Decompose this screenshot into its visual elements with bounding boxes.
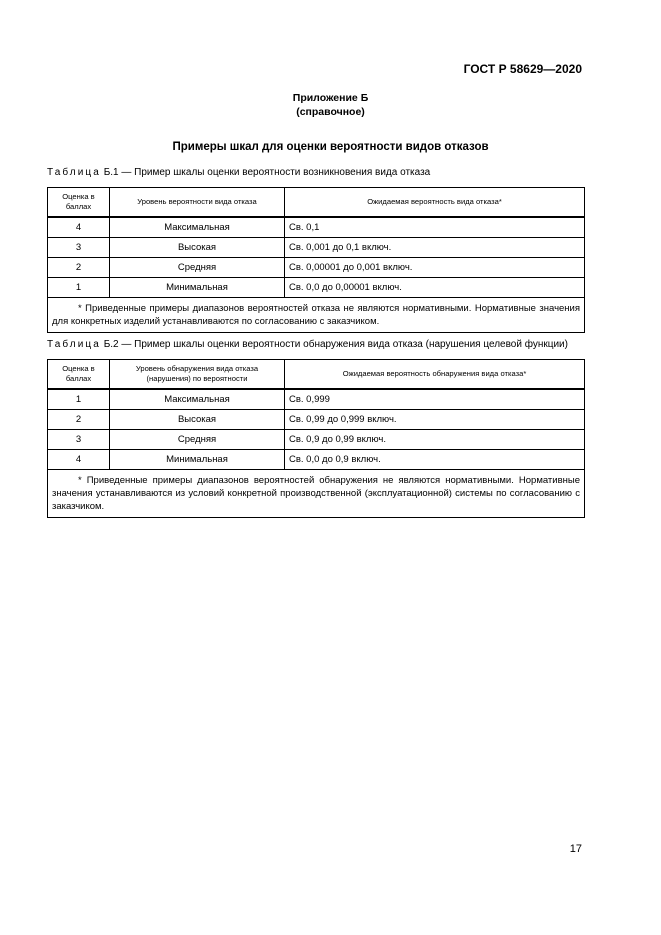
table-row — [48, 389, 585, 410]
table1-cell-level: Максимальная — [110, 217, 285, 238]
table2-cell-score: 4 — [48, 449, 110, 469]
table1-cell-score: 3 — [48, 237, 110, 257]
table-row — [48, 277, 585, 297]
table1-cell-probability: Св. 0,00001 до 0,001 включ. — [285, 257, 585, 277]
table2-caption-word: Таблица — [47, 339, 101, 350]
table2-cell-probability: Св. 0,0 до 0,9 включ. — [285, 449, 585, 469]
table2-cell-level: Высокая — [110, 409, 285, 429]
table2-cell-score: 2 — [48, 409, 110, 429]
table1-cell-score: 2 — [48, 257, 110, 277]
table2-cell-score: 3 — [48, 429, 110, 449]
table1-note-row — [48, 297, 585, 332]
table2 — [47, 359, 585, 518]
standard-code: ГОСТ Р 58629—2020 — [463, 62, 582, 76]
table1-cell-score: 1 — [48, 277, 110, 297]
table2-cell-probability: Св. 0,99 до 0,999 включ. — [285, 409, 585, 429]
table2-cell-level: Средняя — [110, 429, 285, 449]
table2-header-score: Оценка в баллах — [48, 360, 110, 389]
table2-cell-probability: Св. 0,999 — [285, 389, 585, 410]
table1-header-probability: Ожидаемая вероятность вида отказа* — [285, 188, 585, 217]
table1-header-score: Оценка в баллах — [48, 188, 110, 217]
table-row — [48, 409, 585, 429]
table1-caption-word: Таблица — [47, 167, 101, 178]
table1-cell-level: Высокая — [110, 237, 285, 257]
table1-caption — [47, 167, 430, 178]
table-row — [48, 449, 585, 469]
table2-caption — [47, 339, 568, 350]
table2-header-level: Уровень обнаружения вида отказа (нарушения) по вероятности — [110, 360, 285, 389]
page-number: 17 — [569, 843, 582, 855]
table1-cell-probability: Св. 0,001 до 0,1 включ. — [285, 237, 585, 257]
table1-caption-text: Б.1 — Пример шкалы оценки вероятности возникновения вида отказа — [103, 167, 431, 178]
table2-cell-probability: Св. 0,9 до 0,99 включ. — [285, 429, 585, 449]
table2-cell-score: 1 — [48, 389, 110, 410]
table2-note-row — [48, 469, 585, 517]
table-row — [48, 257, 585, 277]
table1-cell-probability: Св. 0,1 — [285, 217, 585, 238]
annex-title: Приложение Б — [292, 92, 369, 104]
annex-heading — [0, 91, 661, 119]
table-row — [48, 429, 585, 449]
table1-header-level: Уровень вероятности вида отказа — [110, 188, 285, 217]
table-row — [48, 217, 585, 238]
table1-cell-score: 4 — [48, 217, 110, 238]
annex-subtitle: (справочное) — [296, 106, 365, 118]
table1-cell-probability: Св. 0,0 до 0,00001 включ. — [285, 277, 585, 297]
table1-note: * Приведенные примеры диапазонов вероятностей отказа не являются нормативными. Нормативные значения для конкретных изделий устанавливаются по согласованию с заказчиком. — [48, 297, 585, 332]
table2-cell-level: Максимальная — [110, 389, 285, 410]
table1-cell-level: Минимальная — [110, 277, 285, 297]
table2-caption-text: Б.2 — Пример шкалы оценки вероятности обнаружения вида отказа (нарушения целевой функции) — [103, 339, 568, 350]
table2-header-probability: Ожидаемая вероятность обнаружения вида отказа* — [285, 360, 585, 389]
table1 — [47, 187, 585, 333]
table2-cell-level: Минимальная — [110, 449, 285, 469]
table1-cell-level: Средняя — [110, 257, 285, 277]
table-row — [48, 237, 585, 257]
section-title: Примеры шкал для оценки вероятности видов отказов — [172, 141, 489, 153]
table2-note: * Приведенные примеры диапазонов вероятностей обнаружения не являются нормативными. Нормативные значения устанавливаются из условий конкретной производственной (эксплуатационной) системы по согласованию с заказчиком. — [48, 469, 585, 517]
